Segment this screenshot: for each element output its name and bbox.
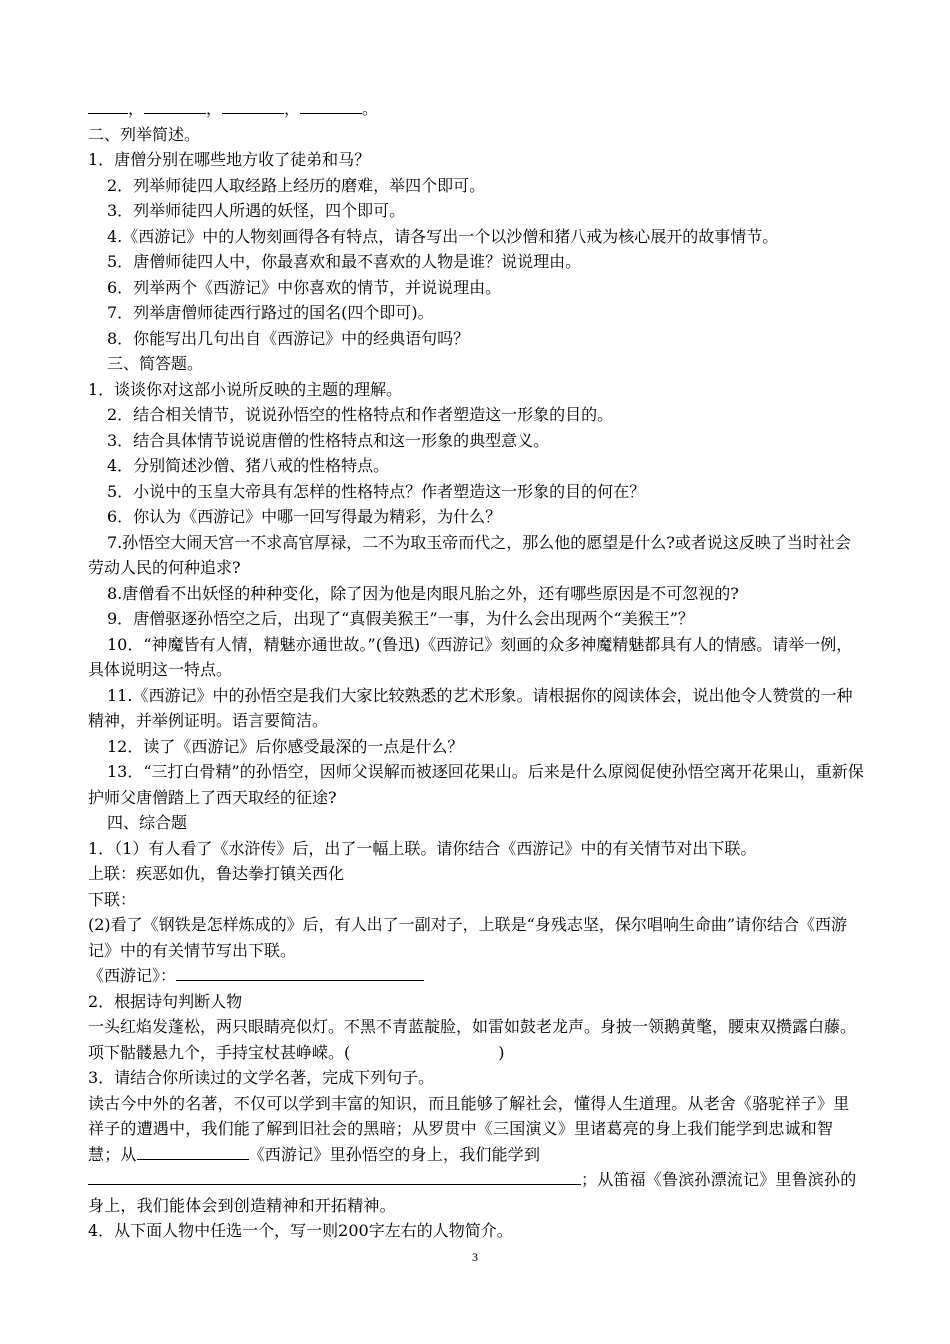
section-3-title: 三、简答题。	[107, 354, 204, 373]
question: 3．结合具体情节说说唐僧的性格特点和这一形象的典型意义。	[107, 430, 550, 450]
question: 2．根据诗句判断人物	[88, 991, 243, 1011]
fill-paragraph: 读古今中外的名著，不仅可以学到丰富的知识，而且能够了解社会，懂得人生道理。从老舍《骆驼祥子》里祥子的遭遇中，我们能了解到旧社会的黑暗；从罗贯中《三国演义》里诸葛亮的身上我们能学到忠诚和智慧；从 《西游记》里孙悟空的身上，我们能学到；从笛福《鲁滨孙漂流记》里鲁滨孙的身上，我们能体会到创造精神和开拓精神。	[88, 1093, 857, 1215]
question: (2)看了《钢铁是怎样炼成的》后，有人出了一副对子，上联是“身残志坚，保尔唱响生命曲”请你结合《西游记》中的有关情节写出下联。	[88, 915, 848, 960]
question: 7.孙悟空大闹天宫一不求高官厚禄，二不为取玉帝而代之，那么他的愿望是什么?或者说这反映了当时社会劳动人民的何种追求?	[88, 532, 851, 577]
question: 3．请结合你所读过的文学名著，完成下列句子。	[88, 1068, 435, 1087]
question: 1．（1）有人看了《水浒传》后，出了一幅上联。请你结合《西游记》中的有关情节对出下联。	[88, 838, 757, 858]
page-number: 3	[472, 1250, 478, 1264]
question: 13．“三打白骨精”的孙悟空，因师父误解而被逐回花果山。后来是什么原阅促使孙悟空离开花果山，重新保护师父唐僧踏上了西天取经的征途?	[88, 762, 864, 807]
answer-line	[88, 963, 864, 989]
poem-paragraph: 一头红焰发蓬松，两只眼睛亮似灯。不黑不青蓝靛脸，如雷如鼓老龙声。身披一领鹅黄氅，腰束双攒露白藤。项下骷髅悬九个，手持宝杖甚峥嵘。( )	[88, 1017, 857, 1062]
blank-1[interactable]	[88, 97, 128, 114]
blank-2[interactable]	[144, 97, 206, 114]
answer-blank[interactable]	[137, 1143, 249, 1160]
couplet-lower-label: 下联：	[88, 889, 137, 909]
question: 8.唐僧看不出妖怪的种种变化，除了因为他是肉眼凡胎之外，还有哪些原因是不可忽视的?	[107, 583, 739, 603]
question: 6．你认为《西游记》中哪一回写得最为精彩，为什么？	[107, 507, 502, 526]
document-body	[88, 96, 864, 1244]
question: 8．你能写出几句出自《西游记》中的经典语句吗？	[107, 328, 470, 348]
question: 10．“神魔皆有人情，精魅亦通世故。”(鲁迅)《西游记》刻画的众多神魔精魅都具有人的情感。请举一例，具体说明这一特点。	[88, 634, 853, 679]
question: 2．列举师徒四人取经路上经历的磨难，举四个即可。	[107, 175, 486, 195]
question: 4．分别简述沙僧、猪八戒的性格特点。	[107, 456, 390, 475]
question: 6．列举两个《西游记》中你喜欢的情节，并说说理由。	[107, 277, 502, 297]
question: 11.《西游记》中的孙悟空是我们大家比较熟悉的艺术形象。请根据你的阅读体会，说出他令人赞赏的一种精神，并举例证明。语言要简洁。	[88, 685, 853, 730]
question: 9．唐僧驱逐孙悟空之后，出现了“真假美猴王”一事，为什么会出现两个“美猴王”？	[107, 609, 694, 628]
answer-blank[interactable]	[176, 964, 424, 981]
blank-4[interactable]	[300, 97, 362, 114]
question: 4．从下面人物中任选一个，写一则200字左右的人物简介。	[88, 1221, 513, 1240]
question: 4.《西游记》中的人物刻画得各有特点，请各写出一个以沙僧和猪八戒为核心展开的故事情节。	[107, 226, 779, 246]
question: 12．读了《西游记》后你感受最深的一点是什么？	[107, 736, 464, 756]
question: 5．小说中的玉皇大帝具有怎样的性格特点？作者塑造这一形象的目的何在？	[107, 481, 646, 501]
question: 7．列举唐僧师徒西行路过的国名(四个即可)。	[107, 303, 434, 322]
section-4-title: 四、综合题	[107, 813, 188, 832]
question: 5．唐僧师徒四人中，你最喜欢和最不喜欢的人物是谁？说说理由。	[107, 252, 582, 271]
question: 3．列举师徒四人所遇的妖怪，四个即可。	[107, 201, 406, 220]
question: 1．谈谈你对这部小说所反映的主题的理解。	[88, 379, 403, 399]
answer-blank[interactable]	[88, 1168, 581, 1185]
couplet-upper: 上联：疾恶如仇，鲁达拳打镇关西化	[88, 864, 345, 883]
answer-label: 《西游记》：	[88, 966, 177, 985]
question: 1．唐僧分别在哪些地方收了徒弟和马？	[88, 150, 371, 169]
question: 2．结合相关情节，说说孙悟空的性格特点和作者塑造这一形象的目的。	[107, 405, 614, 424]
section-2-title: 二、列举简述。	[88, 124, 201, 144]
fill-blank-line: ， ， ， 。	[88, 96, 864, 122]
blank-3[interactable]	[222, 97, 284, 114]
